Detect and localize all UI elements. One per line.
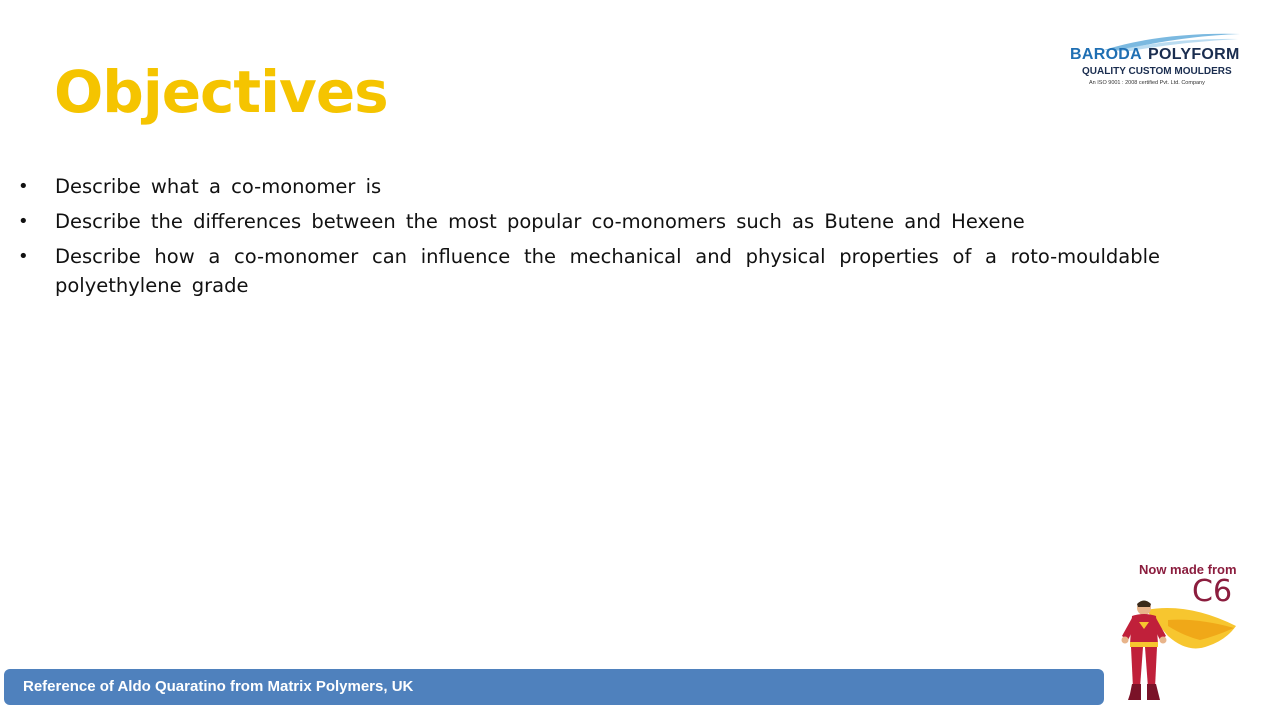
superhero-icon (1108, 596, 1240, 704)
bullet-icon: • (18, 246, 29, 267)
footer-bar (4, 669, 1104, 705)
logo-brand-name (1070, 46, 1240, 64)
footer-reference-text: Reference of Aldo Quaratino from Matrix Polymers, UK (23, 678, 414, 695)
badge-caption: Now made from (1139, 562, 1237, 577)
badge-c6-label: C6 (1192, 574, 1233, 609)
list-item-text: Describe what a co-monomer is (55, 175, 382, 198)
logo-certification: An ISO 9001 : 2008 certified Pvt. Ltd. Company (1089, 80, 1205, 86)
list-item (18, 207, 1160, 236)
bullet-icon: • (18, 176, 29, 197)
list-item (18, 172, 1160, 201)
list-item-text: Describe the differences between the most popular co-monomers such as Butene and Hexene (55, 210, 1025, 233)
company-logo (1062, 30, 1242, 92)
logo-brand-second: POLYFORM (1148, 46, 1240, 63)
bullet-icon: • (18, 211, 29, 232)
list-item (18, 242, 1160, 300)
logo-brand-first: BARODA (1070, 46, 1143, 63)
logo-tagline: QUALITY CUSTOM MOULDERS (1082, 66, 1232, 77)
list-item-text: Describe how a co-monomer can influence the mechanical and physical properties of a roto-mouldable polyethylene grade (55, 245, 1160, 297)
objectives-list (18, 172, 1160, 306)
slide-title: Objectives (54, 58, 388, 126)
